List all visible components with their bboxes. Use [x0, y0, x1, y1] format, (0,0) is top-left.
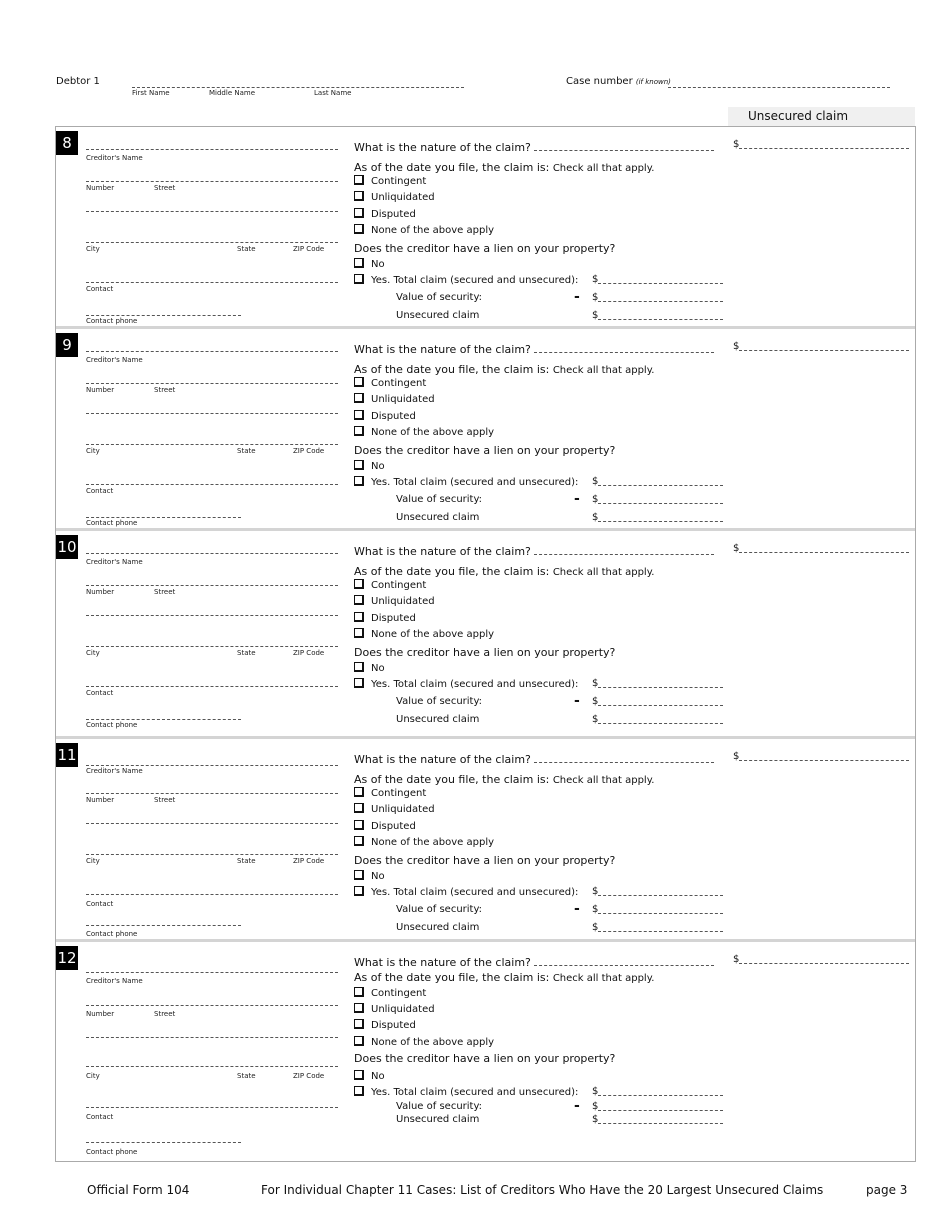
nature-field[interactable] — [534, 545, 714, 555]
creditor-city-field[interactable] — [86, 646, 338, 647]
creditor-street-field[interactable] — [86, 793, 338, 794]
value-security-line[interactable] — [598, 494, 723, 504]
none-apply-checkbox[interactable] — [354, 224, 364, 234]
nature-field[interactable] — [534, 956, 714, 966]
disputed-label: Disputed — [371, 209, 416, 220]
security-dollar-sign: $ — [592, 904, 599, 915]
unsecured-amount-line[interactable] — [739, 751, 909, 761]
lien-no-checkbox[interactable] — [354, 870, 364, 880]
total-claim-line[interactable] — [598, 1086, 723, 1096]
security-dollar-sign: $ — [592, 494, 599, 505]
contingent-checkbox[interactable] — [354, 579, 364, 589]
none-apply-option[interactable] — [354, 426, 494, 438]
lien-question: Does the creditor have a lien on your property? — [354, 242, 616, 255]
entry-number: 10 — [56, 535, 78, 559]
contingent-checkbox[interactable] — [354, 787, 364, 797]
unliquidated-option[interactable] — [354, 393, 435, 405]
lien-yes-option[interactable] — [354, 678, 578, 690]
lien-yes-label: Yes. Total claim (secured and unsecured): — [371, 275, 579, 286]
lien-yes-checkbox[interactable] — [354, 274, 364, 284]
lien-no-label: No — [371, 461, 385, 472]
lien-yes-label: Yes. Total claim (secured and unsecured): — [371, 477, 579, 488]
creditor-street-field[interactable] — [86, 181, 338, 182]
contact-phone-label: Contact phone — [86, 317, 138, 325]
disputed-label: Disputed — [371, 411, 416, 422]
unliquidated-option[interactable] — [354, 1003, 435, 1015]
contact-label: Contact — [86, 285, 114, 293]
value-security-field[interactable] — [592, 696, 723, 707]
as-of-date — [354, 773, 654, 786]
contact-field[interactable] — [86, 484, 338, 485]
zip-label: ZIP Code — [293, 245, 325, 253]
contact-phone-label: Contact phone — [86, 1148, 138, 1156]
city-label: City — [86, 649, 100, 657]
lien-yes-checkbox[interactable] — [354, 1086, 364, 1096]
contact-label: Contact — [86, 900, 114, 908]
disputed-checkbox[interactable] — [354, 612, 364, 622]
unsecured-claim-line[interactable] — [598, 714, 723, 724]
contingent-label: Contingent — [371, 580, 427, 591]
unliquidated-label: Unliquidated — [371, 804, 435, 815]
total-claim-field[interactable] — [592, 274, 723, 285]
creditor-name-label: Creditor's Name — [86, 154, 143, 162]
unsecured-claim-label: Unsecured claim — [396, 310, 480, 321]
amount-dollar-sign: $ — [733, 751, 740, 762]
check-all-label: Check all that apply. — [552, 163, 655, 174]
minus-sign: - — [574, 901, 580, 917]
unsecured-amount-line[interactable] — [739, 543, 909, 553]
unsecured-claim-column-header: Unsecured claim — [728, 107, 915, 126]
unliquidated-option[interactable] — [354, 595, 435, 607]
none-apply-checkbox[interactable] — [354, 426, 364, 436]
contingent-checkbox[interactable] — [354, 377, 364, 387]
creditor-entry — [56, 329, 915, 531]
none-apply-checkbox[interactable] — [354, 836, 364, 846]
creditor-address-line2-field[interactable] — [86, 823, 338, 824]
street-label: Street — [154, 588, 176, 596]
contingent-option[interactable] — [354, 377, 426, 389]
contact-phone-field[interactable] — [86, 517, 241, 518]
value-security-field[interactable] — [592, 494, 723, 505]
as-of-date-text: As of the date you file, the claim is: — [354, 161, 550, 174]
unsecured-claim-field[interactable] — [592, 1114, 723, 1125]
contact-field[interactable] — [86, 894, 338, 895]
disputed-option[interactable] — [354, 820, 416, 832]
contact-label: Contact — [86, 689, 114, 697]
case-number-text: Case number — [566, 76, 633, 87]
lien-no-checkbox[interactable] — [354, 258, 364, 268]
total-dollar-sign: $ — [592, 886, 599, 897]
contact-field[interactable] — [86, 686, 338, 687]
security-dollar-sign: $ — [592, 696, 599, 707]
city-label: City — [86, 447, 100, 455]
lien-yes-checkbox[interactable] — [354, 886, 364, 896]
disputed-label: Disputed — [371, 1020, 416, 1031]
value-security-label: Value of security: — [396, 1101, 483, 1112]
unsecured-amount-line[interactable] — [739, 954, 909, 964]
creditor-name-label: Creditor's Name — [86, 558, 143, 566]
lien-no-option[interactable] — [354, 1070, 385, 1082]
lien-yes-label: Yes. Total claim (secured and unsecured): — [371, 679, 579, 690]
unsecured-dollar-sign: $ — [592, 714, 599, 725]
check-all-label: Check all that apply. — [552, 973, 655, 984]
creditor-name-field[interactable] — [86, 765, 338, 766]
contingent-label: Contingent — [371, 788, 427, 799]
none-apply-label: None of the above apply — [371, 629, 495, 640]
unliquidated-label: Unliquidated — [371, 596, 435, 607]
minus-sign: - — [574, 491, 580, 507]
contact-phone-field[interactable] — [86, 315, 241, 316]
minus-sign: - — [574, 693, 580, 709]
contact-label: Contact — [86, 487, 114, 495]
as-of-date — [354, 971, 654, 984]
street-label: Street — [154, 386, 176, 394]
nature-question — [354, 956, 714, 969]
case-number-field[interactable] — [668, 76, 890, 88]
state-label: State — [237, 649, 256, 657]
creditor-address-line2-field[interactable] — [86, 413, 338, 414]
disputed-checkbox[interactable] — [354, 1019, 364, 1029]
contingent-label: Contingent — [371, 176, 427, 187]
unliquidated-checkbox[interactable] — [354, 595, 364, 605]
state-label: State — [237, 447, 256, 455]
page-header — [56, 76, 916, 100]
unliquidated-label: Unliquidated — [371, 192, 435, 203]
contact-phone-label: Contact phone — [86, 930, 138, 938]
nature-question — [354, 545, 714, 558]
disputed-option[interactable] — [354, 612, 416, 624]
contingent-option[interactable] — [354, 579, 426, 591]
nature-field[interactable] — [534, 753, 714, 763]
lien-yes-option[interactable] — [354, 274, 578, 286]
amount-dollar-sign: $ — [733, 954, 740, 965]
security-dollar-sign: $ — [592, 1101, 599, 1112]
entry-number: 8 — [56, 131, 78, 155]
minus-sign: - — [574, 1098, 580, 1114]
none-apply-option[interactable] — [354, 836, 494, 848]
value-security-field[interactable] — [592, 1101, 723, 1112]
none-apply-option[interactable] — [354, 224, 494, 236]
contingent-option[interactable] — [354, 987, 426, 999]
lien-question: Does the creditor have a lien on your property? — [354, 854, 616, 867]
creditor-name-field[interactable] — [86, 553, 338, 554]
state-label: State — [237, 1072, 256, 1080]
none-apply-label: None of the above apply — [371, 1037, 495, 1048]
disputed-checkbox[interactable] — [354, 410, 364, 420]
lien-no-checkbox[interactable] — [354, 662, 364, 672]
creditor-entry — [56, 127, 915, 329]
creditor-city-field[interactable] — [86, 242, 338, 243]
footer-form: Official Form 104 — [87, 1183, 190, 1197]
check-all-label: Check all that apply. — [552, 365, 655, 376]
total-dollar-sign: $ — [592, 274, 599, 285]
contingent-label: Contingent — [371, 988, 427, 999]
unsecured-claim-field[interactable] — [592, 922, 723, 933]
disputed-label: Disputed — [371, 821, 416, 832]
security-dollar-sign: $ — [592, 292, 599, 303]
lien-no-option[interactable] — [354, 870, 385, 882]
lien-no-label: No — [371, 663, 385, 674]
unsecured-claim-line[interactable] — [598, 310, 723, 320]
state-label: State — [237, 245, 256, 253]
value-security-field[interactable] — [592, 904, 723, 915]
unliquidated-checkbox[interactable] — [354, 803, 364, 813]
lien-no-label: No — [371, 259, 385, 270]
nature-question — [354, 141, 714, 154]
lien-yes-checkbox[interactable] — [354, 678, 364, 688]
creditor-name-label: Creditor's Name — [86, 977, 143, 985]
debtor-name-field[interactable] — [132, 76, 464, 88]
value-security-label: Value of security: — [396, 494, 483, 505]
lien-question: Does the creditor have a lien on your property? — [354, 1052, 616, 1065]
as-of-date-text: As of the date you file, the claim is: — [354, 971, 550, 984]
nature-question — [354, 343, 714, 356]
creditor-name-field[interactable] — [86, 149, 338, 150]
none-apply-label: None of the above apply — [371, 427, 495, 438]
creditor-name-label: Creditor's Name — [86, 356, 143, 364]
nature-question-text: What is the nature of the claim? — [354, 753, 531, 766]
disputed-checkbox[interactable] — [354, 820, 364, 830]
unsecured-amount-field[interactable] — [733, 954, 909, 965]
contact-phone-field[interactable] — [86, 719, 241, 720]
unliquidated-checkbox[interactable] — [354, 1003, 364, 1013]
last-name-label: Last Name — [314, 89, 352, 97]
none-apply-option[interactable] — [354, 1036, 494, 1048]
number-label: Number — [86, 184, 115, 192]
creditor-street-field[interactable] — [86, 585, 338, 586]
disputed-option[interactable] — [354, 1019, 416, 1031]
unsecured-amount-line[interactable] — [739, 341, 909, 351]
unsecured-claim-label: Unsecured claim — [396, 512, 480, 523]
creditor-name-field[interactable] — [86, 351, 338, 352]
nature-question-text: What is the nature of the claim? — [354, 545, 531, 558]
lien-no-option[interactable] — [354, 258, 385, 270]
lien-yes-option[interactable] — [354, 476, 578, 488]
check-all-label: Check all that apply. — [552, 567, 655, 578]
footer-page: page 3 — [866, 1183, 908, 1197]
unsecured-dollar-sign: $ — [592, 512, 599, 523]
city-label: City — [86, 857, 100, 865]
creditor-city-field[interactable] — [86, 444, 338, 445]
lien-yes-label: Yes. Total claim (secured and unsecured): — [371, 887, 579, 898]
disputed-checkbox[interactable] — [354, 208, 364, 218]
city-label: City — [86, 1072, 100, 1080]
none-apply-checkbox[interactable] — [354, 1036, 364, 1046]
value-security-label: Value of security: — [396, 292, 483, 303]
first-name-label: First Name — [132, 89, 170, 97]
contingent-option[interactable] — [354, 787, 426, 799]
contingent-checkbox[interactable] — [354, 175, 364, 185]
unsecured-amount-line[interactable] — [739, 139, 909, 149]
unsecured-amount-field[interactable] — [733, 751, 909, 762]
nature-question-text: What is the nature of the claim? — [354, 141, 531, 154]
unliquidated-label: Unliquidated — [371, 394, 435, 405]
unsecured-claim-line[interactable] — [598, 922, 723, 932]
total-claim-line[interactable] — [598, 678, 723, 688]
lien-yes-checkbox[interactable] — [354, 476, 364, 486]
total-claim-field[interactable] — [592, 1086, 723, 1097]
number-label: Number — [86, 386, 115, 394]
lien-no-label: No — [371, 1071, 385, 1082]
unliquidated-checkbox[interactable] — [354, 393, 364, 403]
creditor-entry — [56, 531, 915, 739]
creditor-city-field[interactable] — [86, 1066, 338, 1067]
creditor-address-line2-field[interactable] — [86, 211, 338, 212]
zip-label: ZIP Code — [293, 649, 325, 657]
contingent-label: Contingent — [371, 378, 427, 389]
unliquidated-option[interactable] — [354, 803, 435, 815]
street-label: Street — [154, 184, 176, 192]
value-security-line[interactable] — [598, 904, 723, 914]
total-claim-line[interactable] — [598, 274, 723, 284]
total-dollar-sign: $ — [592, 476, 599, 487]
as-of-date — [354, 161, 654, 174]
amount-dollar-sign: $ — [733, 341, 740, 352]
creditor-entry — [56, 942, 915, 1163]
total-claim-line[interactable] — [598, 886, 723, 896]
unsecured-amount-field[interactable] — [733, 543, 909, 554]
contingent-option[interactable] — [354, 175, 426, 187]
contact-field[interactable] — [86, 282, 338, 283]
unsecured-dollar-sign: $ — [592, 310, 599, 321]
unsecured-claim-line[interactable] — [598, 1114, 723, 1124]
contact-label: Contact — [86, 1113, 114, 1121]
disputed-label: Disputed — [371, 613, 416, 624]
nature-field[interactable] — [534, 343, 714, 353]
nature-question — [354, 753, 714, 766]
minus-sign: - — [574, 289, 580, 305]
disputed-option[interactable] — [354, 208, 416, 220]
street-label: Street — [154, 796, 176, 804]
value-security-label: Value of security: — [396, 696, 483, 707]
amount-dollar-sign: $ — [733, 543, 740, 554]
unsecured-claim-field[interactable] — [592, 310, 723, 321]
none-apply-option[interactable] — [354, 628, 494, 640]
unsecured-claim-field[interactable] — [592, 512, 723, 523]
unsecured-amount-field[interactable] — [733, 139, 909, 150]
contact-field[interactable] — [86, 1107, 338, 1108]
lien-no-option[interactable] — [354, 460, 385, 472]
contact-phone-field[interactable] — [86, 1142, 241, 1143]
creditor-street-field[interactable] — [86, 383, 338, 384]
lien-no-checkbox[interactable] — [354, 1070, 364, 1080]
creditor-entry — [56, 739, 915, 942]
total-dollar-sign: $ — [592, 678, 599, 689]
amount-dollar-sign: $ — [733, 139, 740, 150]
check-all-label: Check all that apply. — [552, 775, 655, 786]
as-of-date-text: As of the date you file, the claim is: — [354, 773, 550, 786]
unsecured-claim-label: Unsecured claim — [396, 1114, 480, 1125]
total-claim-field[interactable] — [592, 476, 723, 487]
as-of-date-text: As of the date you file, the claim is: — [354, 565, 550, 578]
value-security-line[interactable] — [598, 696, 723, 706]
nature-question-text: What is the nature of the claim? — [354, 343, 531, 356]
creditors-table — [55, 126, 916, 1162]
creditor-address-line2-field[interactable] — [86, 615, 338, 616]
unsecured-claim-label: Unsecured claim — [396, 922, 480, 933]
contact-phone-label: Contact phone — [86, 721, 138, 729]
lien-no-label: No — [371, 871, 385, 882]
creditor-name-field[interactable] — [86, 972, 338, 973]
if-known-label: (if known) — [635, 78, 671, 86]
none-apply-label: None of the above apply — [371, 837, 495, 848]
case-number-label — [566, 76, 671, 87]
lien-no-checkbox[interactable] — [354, 460, 364, 470]
entry-number: 9 — [56, 333, 78, 357]
lien-no-option[interactable] — [354, 662, 385, 674]
unsecured-claim-line[interactable] — [598, 512, 723, 522]
value-security-line[interactable] — [598, 292, 723, 302]
unsecured-dollar-sign: $ — [592, 1114, 599, 1125]
unsecured-claim-field[interactable] — [592, 714, 723, 725]
none-apply-label: None of the above apply — [371, 225, 495, 236]
street-label: Street — [154, 1010, 176, 1018]
creditor-city-field[interactable] — [86, 854, 338, 855]
number-label: Number — [86, 796, 115, 804]
footer-title: For Individual Chapter 11 Cases: List of Creditors Who Have the 20 Largest Unsecured Claims — [261, 1183, 824, 1197]
total-claim-line[interactable] — [598, 476, 723, 486]
nature-field[interactable] — [534, 141, 714, 151]
lien-question: Does the creditor have a lien on your property? — [354, 646, 616, 659]
creditor-street-field[interactable] — [86, 1005, 338, 1006]
unliquidated-label: Unliquidated — [371, 1004, 435, 1015]
zip-label: ZIP Code — [293, 447, 325, 455]
none-apply-checkbox[interactable] — [354, 628, 364, 638]
unsecured-amount-field[interactable] — [733, 341, 909, 352]
total-claim-field[interactable] — [592, 678, 723, 689]
entry-number: 12 — [56, 946, 78, 970]
contact-phone-label: Contact phone — [86, 519, 138, 527]
lien-yes-option[interactable] — [354, 1086, 578, 1098]
lien-yes-label: Yes. Total claim (secured and unsecured): — [371, 1087, 579, 1098]
total-claim-field[interactable] — [592, 886, 723, 897]
as-of-date-text: As of the date you file, the claim is: — [354, 363, 550, 376]
number-label: Number — [86, 588, 115, 596]
entry-number: 11 — [56, 743, 78, 767]
lien-yes-option[interactable] — [354, 886, 578, 898]
city-label: City — [86, 245, 100, 253]
total-dollar-sign: $ — [592, 1086, 599, 1097]
contact-phone-field[interactable] — [86, 925, 241, 926]
creditor-address-line2-field[interactable] — [86, 1037, 338, 1038]
unliquidated-checkbox[interactable] — [354, 191, 364, 201]
number-label: Number — [86, 1010, 115, 1018]
unsecured-dollar-sign: $ — [592, 922, 599, 933]
as-of-date — [354, 363, 654, 376]
value-security-label: Value of security: — [396, 904, 483, 915]
lien-question: Does the creditor have a lien on your property? — [354, 444, 616, 457]
debtor-label: Debtor 1 — [56, 76, 100, 87]
zip-label: ZIP Code — [293, 1072, 325, 1080]
value-security-line[interactable] — [598, 1101, 723, 1111]
nature-question-text: What is the nature of the claim? — [354, 956, 531, 969]
value-security-field[interactable] — [592, 292, 723, 303]
contingent-checkbox[interactable] — [354, 987, 364, 997]
zip-label: ZIP Code — [293, 857, 325, 865]
as-of-date — [354, 565, 654, 578]
creditor-name-label: Creditor's Name — [86, 767, 143, 775]
disputed-option[interactable] — [354, 410, 416, 422]
middle-name-label: Middle Name — [209, 89, 255, 97]
unliquidated-option[interactable] — [354, 191, 435, 203]
unsecured-claim-label: Unsecured claim — [396, 714, 480, 725]
state-label: State — [237, 857, 256, 865]
